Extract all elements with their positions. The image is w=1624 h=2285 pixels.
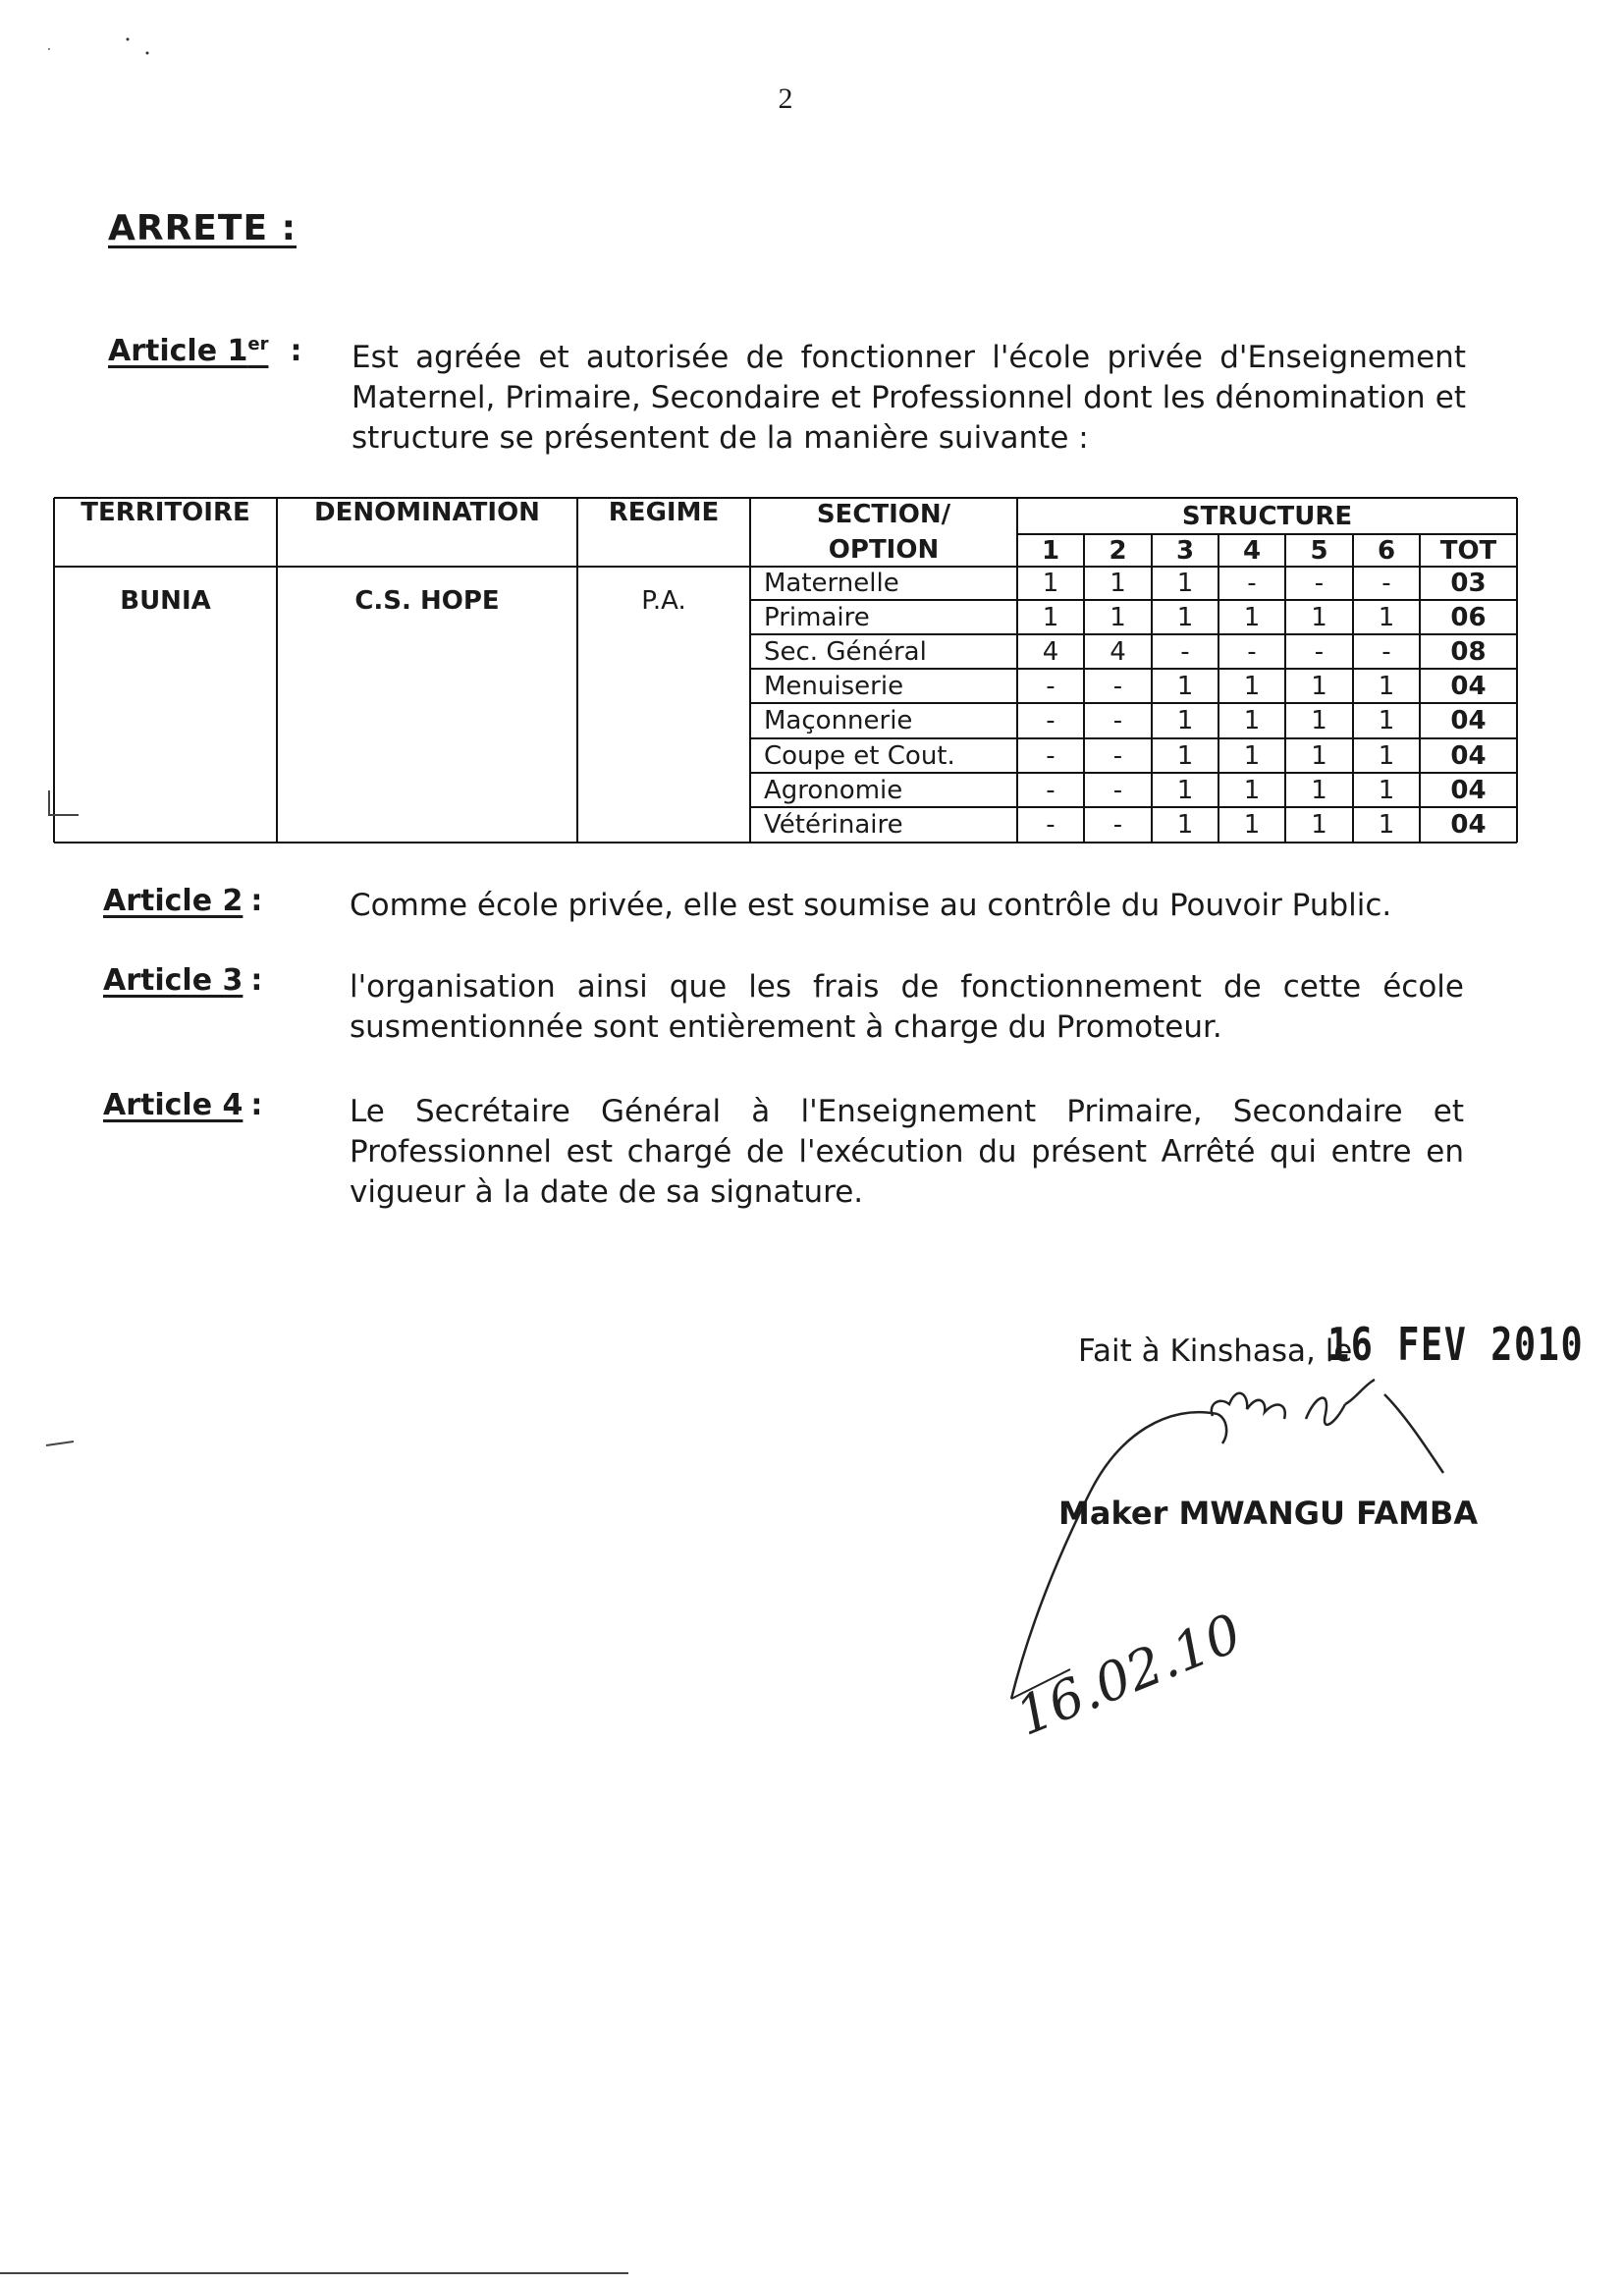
table-rule: [54, 497, 1517, 499]
table-rule: [1218, 534, 1219, 843]
cell-value: 1: [1243, 775, 1261, 805]
cell-total: 04: [1450, 706, 1487, 735]
table-rule: [749, 498, 751, 843]
header-col-5: 5: [1310, 535, 1328, 566]
article-4-colon: :: [250, 1088, 263, 1122]
cell-value: -: [1046, 740, 1056, 771]
cell-value: -: [1112, 810, 1123, 840]
cell-value: -: [1046, 775, 1056, 805]
table-rule: [1352, 534, 1354, 843]
cell-total: 04: [1450, 775, 1487, 805]
cell-total: 03: [1450, 569, 1487, 598]
cell-denomination: C.S. HOPE: [354, 585, 500, 616]
header-denomination: DENOMINATION: [314, 498, 540, 527]
cell-value: 1: [1176, 740, 1194, 771]
cell-value: -: [1046, 671, 1056, 701]
cell-value: -: [1112, 671, 1123, 701]
header-col-2: 2: [1109, 535, 1127, 566]
cell-option: Primaire: [764, 602, 870, 632]
cell-value: 1: [1378, 602, 1395, 632]
cell-territoire: BUNIA: [120, 585, 211, 616]
article-1-colon: :: [290, 334, 302, 368]
table-rule: [576, 498, 578, 843]
article-4-text: Le Secrétaire Général à l'Enseignement Primaire, Secondaire et Professionnel est chargé de l'exécution du présent Arrêté qui entre en vigueur à la date de sa signature.: [350, 1094, 1464, 1210]
table-rule: [1016, 498, 1018, 843]
cell-value: 1: [1311, 602, 1327, 632]
table-rule: [54, 566, 1517, 568]
header-structure: STRUCTURE: [1181, 501, 1353, 531]
cell-value: 1: [1110, 602, 1126, 632]
arrete-heading: ARRETE :: [108, 208, 297, 248]
cell-option: Vétérinaire: [764, 810, 903, 840]
cell-value: 1: [1042, 602, 1059, 632]
scan-margin-mark: [39, 786, 98, 825]
article-1-label-main: Article 1: [108, 334, 248, 368]
cell-value: -: [1112, 706, 1123, 735]
place-and-date-label: Fait à Kinshasa, le: [1078, 1333, 1353, 1369]
cell-value: 1: [1378, 740, 1395, 771]
table-rule: [1017, 533, 1517, 535]
scan-margin-mark: [44, 1434, 83, 1453]
cell-value: 1: [1311, 706, 1327, 735]
cell-value: -: [1046, 810, 1056, 840]
cell-option: Coupe et Cout.: [764, 740, 955, 771]
article-4-label: [103, 1088, 262, 1122]
article-1-label-sup: er: [247, 334, 269, 354]
table-rule: [1516, 498, 1518, 843]
cell-value: -: [1112, 740, 1123, 771]
cell-value: 1: [1243, 706, 1261, 735]
table-rule: [54, 842, 1517, 843]
header-option-line2: OPTION: [828, 535, 940, 565]
table-rule: [750, 702, 1517, 704]
table-rule: [750, 737, 1517, 739]
cell-value: -: [1247, 569, 1257, 598]
article-2-colon: :: [250, 884, 263, 918]
cell-option: Menuiserie: [764, 671, 904, 701]
cell-value: 1: [1378, 810, 1395, 840]
cell-option: Agronomie: [764, 775, 903, 805]
table-rule: [750, 668, 1517, 670]
cell-value: -: [1381, 636, 1391, 667]
article-3-label-text: Article 3: [103, 963, 244, 998]
cell-value: 1: [1311, 810, 1327, 840]
cell-value: 1: [1176, 810, 1194, 840]
table-rule: [750, 633, 1517, 635]
cell-value: -: [1314, 569, 1325, 598]
cell-value: 1: [1378, 775, 1395, 805]
header-col-3: 3: [1175, 535, 1195, 566]
cell-value: -: [1247, 636, 1257, 667]
cell-value: 1: [1176, 706, 1194, 735]
table-rule: [1083, 534, 1085, 843]
cell-value: 1: [1378, 706, 1395, 735]
cell-value: 1: [1176, 602, 1194, 632]
handwritten-date-text: 16.02.10: [1007, 1602, 1250, 1748]
article-1-text: Est agréée et autorisée de fonctionner l'école privée d'Enseignement Maternel, Primaire, Secondaire et Professionnel dont les dénomination et structure se présentent de la manière suivante :: [352, 340, 1466, 456]
header-col-4: 4: [1242, 535, 1262, 566]
header-territoire: TERRITOIRE: [81, 498, 250, 527]
cell-total: 04: [1450, 810, 1487, 840]
cell-value: -: [1180, 636, 1190, 667]
cell-total: 06: [1450, 602, 1487, 632]
article-2-text: Comme école privée, elle est soumise au contrôle du Pouvoir Public.: [350, 888, 1392, 923]
cell-value: 4: [1042, 636, 1059, 667]
header-col-tot: TOT: [1439, 535, 1497, 566]
cell-value: 1: [1378, 671, 1395, 701]
header-col-6: 6: [1377, 535, 1396, 566]
scan-speck: [29, 29, 167, 69]
cell-value: 1: [1243, 602, 1261, 632]
article-1-label: [108, 334, 301, 368]
cell-value: -: [1046, 706, 1056, 735]
cell-value: -: [1112, 775, 1123, 805]
cell-value: 1: [1243, 671, 1261, 701]
signatory-name: Maker MWANGU FAMBA: [1058, 1495, 1479, 1532]
table-rule: [750, 599, 1517, 601]
header-regime: REGIME: [608, 498, 720, 527]
cell-option: Maternelle: [764, 569, 899, 598]
cell-value: 1: [1311, 740, 1327, 771]
header-col-1: 1: [1041, 535, 1060, 566]
header-section-line1: SECTION/: [816, 500, 951, 529]
table-rule: [1151, 534, 1153, 843]
article-1-label-text: [108, 334, 268, 368]
scan-edge-line: [0, 2268, 638, 2278]
table-rule: [750, 806, 1517, 808]
header-section-option: [750, 498, 1017, 567]
cell-value: 1: [1176, 775, 1194, 805]
cell-value: 1: [1311, 671, 1327, 701]
cell-value: 1: [1176, 569, 1194, 598]
article-3-label: [103, 963, 262, 998]
cell-option: Maçonnerie: [764, 706, 913, 735]
cell-value: -: [1381, 569, 1391, 598]
handwritten-date: [997, 1581, 1252, 1748]
table-rule: [276, 498, 278, 843]
cell-value: 1: [1311, 775, 1327, 805]
table-rule: [1419, 534, 1421, 843]
cell-value: 1: [1243, 810, 1261, 840]
cell-value: 4: [1110, 636, 1126, 667]
cell-option: Sec. Général: [764, 636, 927, 667]
article-4-label-text: Article 4: [103, 1088, 244, 1122]
cell-regime: P.A.: [641, 585, 686, 616]
cell-total: 08: [1450, 636, 1487, 667]
cell-value: 1: [1042, 569, 1059, 598]
article-2-label: [103, 884, 262, 918]
table-rule: [1284, 534, 1286, 843]
cell-value: 1: [1176, 671, 1194, 701]
article-3-colon: :: [250, 963, 263, 998]
cell-value: 1: [1243, 740, 1261, 771]
cell-total: 04: [1450, 740, 1487, 771]
cell-value: 1: [1110, 569, 1126, 598]
article-3-text: l'organisation ainsi que les frais de fonctionnement de cette école susmentionnée sont entièrement à charge du Promoteur.: [350, 969, 1464, 1045]
cell-value: -: [1314, 636, 1325, 667]
stamped-date: 16 FEV 2010: [1327, 1318, 1585, 1371]
cell-total: 04: [1450, 671, 1487, 701]
page-number: 2: [778, 82, 793, 115]
table-rule: [750, 772, 1517, 774]
article-2-label-text: Article 2: [103, 884, 244, 918]
